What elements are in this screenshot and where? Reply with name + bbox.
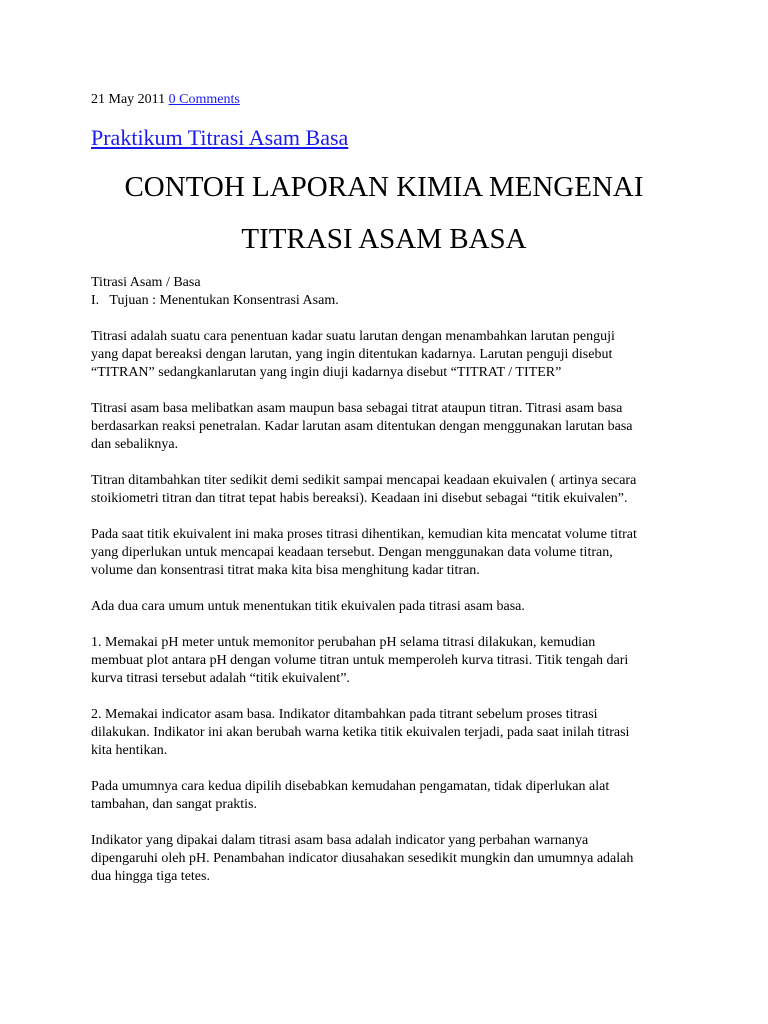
- post-date: 21 May 2011: [91, 92, 166, 107]
- paragraph-line: dilakukan. Indikator ini akan berubah warna ketika titik ekuivalen terjadi, pada saat inilah titrasi: [91, 725, 630, 740]
- paragraph-line: dipengaruhi oleh pH. Penambahan indicator diusahakan sesedikit mungkin dan umumnya adalah: [91, 851, 634, 866]
- paragraph-line: stoikiometri titran dan titrat tepat habis bereaksi). Keadaan ini disebut sebagai “titik ekuivalen”.: [91, 491, 628, 506]
- headline-line-1: CONTOH LAPORAN KIMIA MENGENAI: [124, 171, 644, 203]
- paragraph-line: Pada saat titik ekuivalent ini maka proses titrasi dihentikan, kemudian kita mencatat volume titrat: [91, 527, 637, 542]
- article-body: [91, 274, 691, 886]
- paragraph-line: yang dapat bereaksi dengan larutan, yang ingin ditentukan kadarnya. Larutan penguji disebut: [91, 347, 613, 362]
- paragraph-line: Ada dua cara umum untuk menentukan titik ekuivalen pada titrasi asam basa.: [91, 599, 525, 614]
- paragraph-line: membuat plot antara pH dengan volume titran untuk memperoleh kurva titrasi. Titik tengah dari: [91, 653, 629, 668]
- paragraph-line: dan sebaliknya.: [91, 437, 179, 452]
- section-heading: Titrasi Asam / Basa: [91, 275, 201, 290]
- paragraph-line: tambahan, dan sangat praktis.: [91, 797, 258, 812]
- paragraph-line: 1. Memakai pH meter untuk memonitor perubahan pH selama titrasi dilakukan, kemudian: [91, 635, 596, 650]
- objective-line: I. Tujuan : Menentukan Konsentrasi Asam.: [91, 293, 339, 308]
- paragraph-line: Pada umumnya cara kedua dipilih disebabkan kemudahan pengamatan, tidak diperlukan alat: [91, 779, 610, 794]
- paragraph-line: kurva titrasi tersebut adalah “titik ekuivalent”.: [91, 671, 350, 686]
- paragraph-line: Titrasi asam basa melibatkan asam maupun basa sebagai titrat ataupun titran. Titrasi asam basa: [91, 401, 623, 416]
- comments-link[interactable]: 0 Comments: [168, 92, 240, 107]
- paragraph: [91, 526, 691, 580]
- paragraph-line: berdasarkan reaksi penetralan. Kadar larutan asam ditentukan dengan menggunakan larutan basa: [91, 419, 633, 434]
- paragraph-line: yang diperlukan untuk mencapai keadaan tersebut. Dengan menggunakan data volume titran,: [91, 545, 613, 560]
- paragraph-line: dua hingga tiga tetes.: [91, 869, 210, 884]
- paragraph: [91, 328, 691, 382]
- paragraph: [91, 778, 691, 814]
- paragraph: [91, 472, 691, 508]
- paragraph-line: Titran ditambahkan titer sedikit demi sedikit sampai mencapai keadaan ekuivalen ( artinya secara: [91, 473, 637, 488]
- post-meta: [91, 91, 240, 109]
- paragraph-list: [91, 328, 691, 886]
- paragraph-line: 2. Memakai indicator asam basa. Indikator ditambahkan pada titrant sebelum proses titrasi: [91, 707, 598, 722]
- paragraph-line: “TITRAN” sedangkanlarutan yang ingin diuji kadarnya disebut “TITRAT / TITER”: [91, 365, 562, 380]
- paragraph-line: volume dan konsentrasi titrat maka kita bisa menghitung kadar titran.: [91, 563, 480, 578]
- paragraph: [91, 400, 691, 454]
- paragraph-line: kita hentikan.: [91, 743, 168, 758]
- paragraph: [91, 706, 691, 760]
- paragraph: [91, 598, 691, 616]
- headline-line-2: TITRASI ASAM BASA: [241, 223, 527, 255]
- paragraph: [91, 832, 691, 886]
- paragraph-line: Titrasi adalah suatu cara penentuan kadar suatu larutan dengan menambahkan larutan penguji: [91, 329, 615, 344]
- paragraph-line: Indikator yang dipakai dalam titrasi asam basa adalah indicator yang perbahan warnanya: [91, 833, 589, 848]
- paragraph: [91, 634, 691, 688]
- post-title-link[interactable]: Praktikum Titrasi Asam Basa: [91, 125, 349, 150]
